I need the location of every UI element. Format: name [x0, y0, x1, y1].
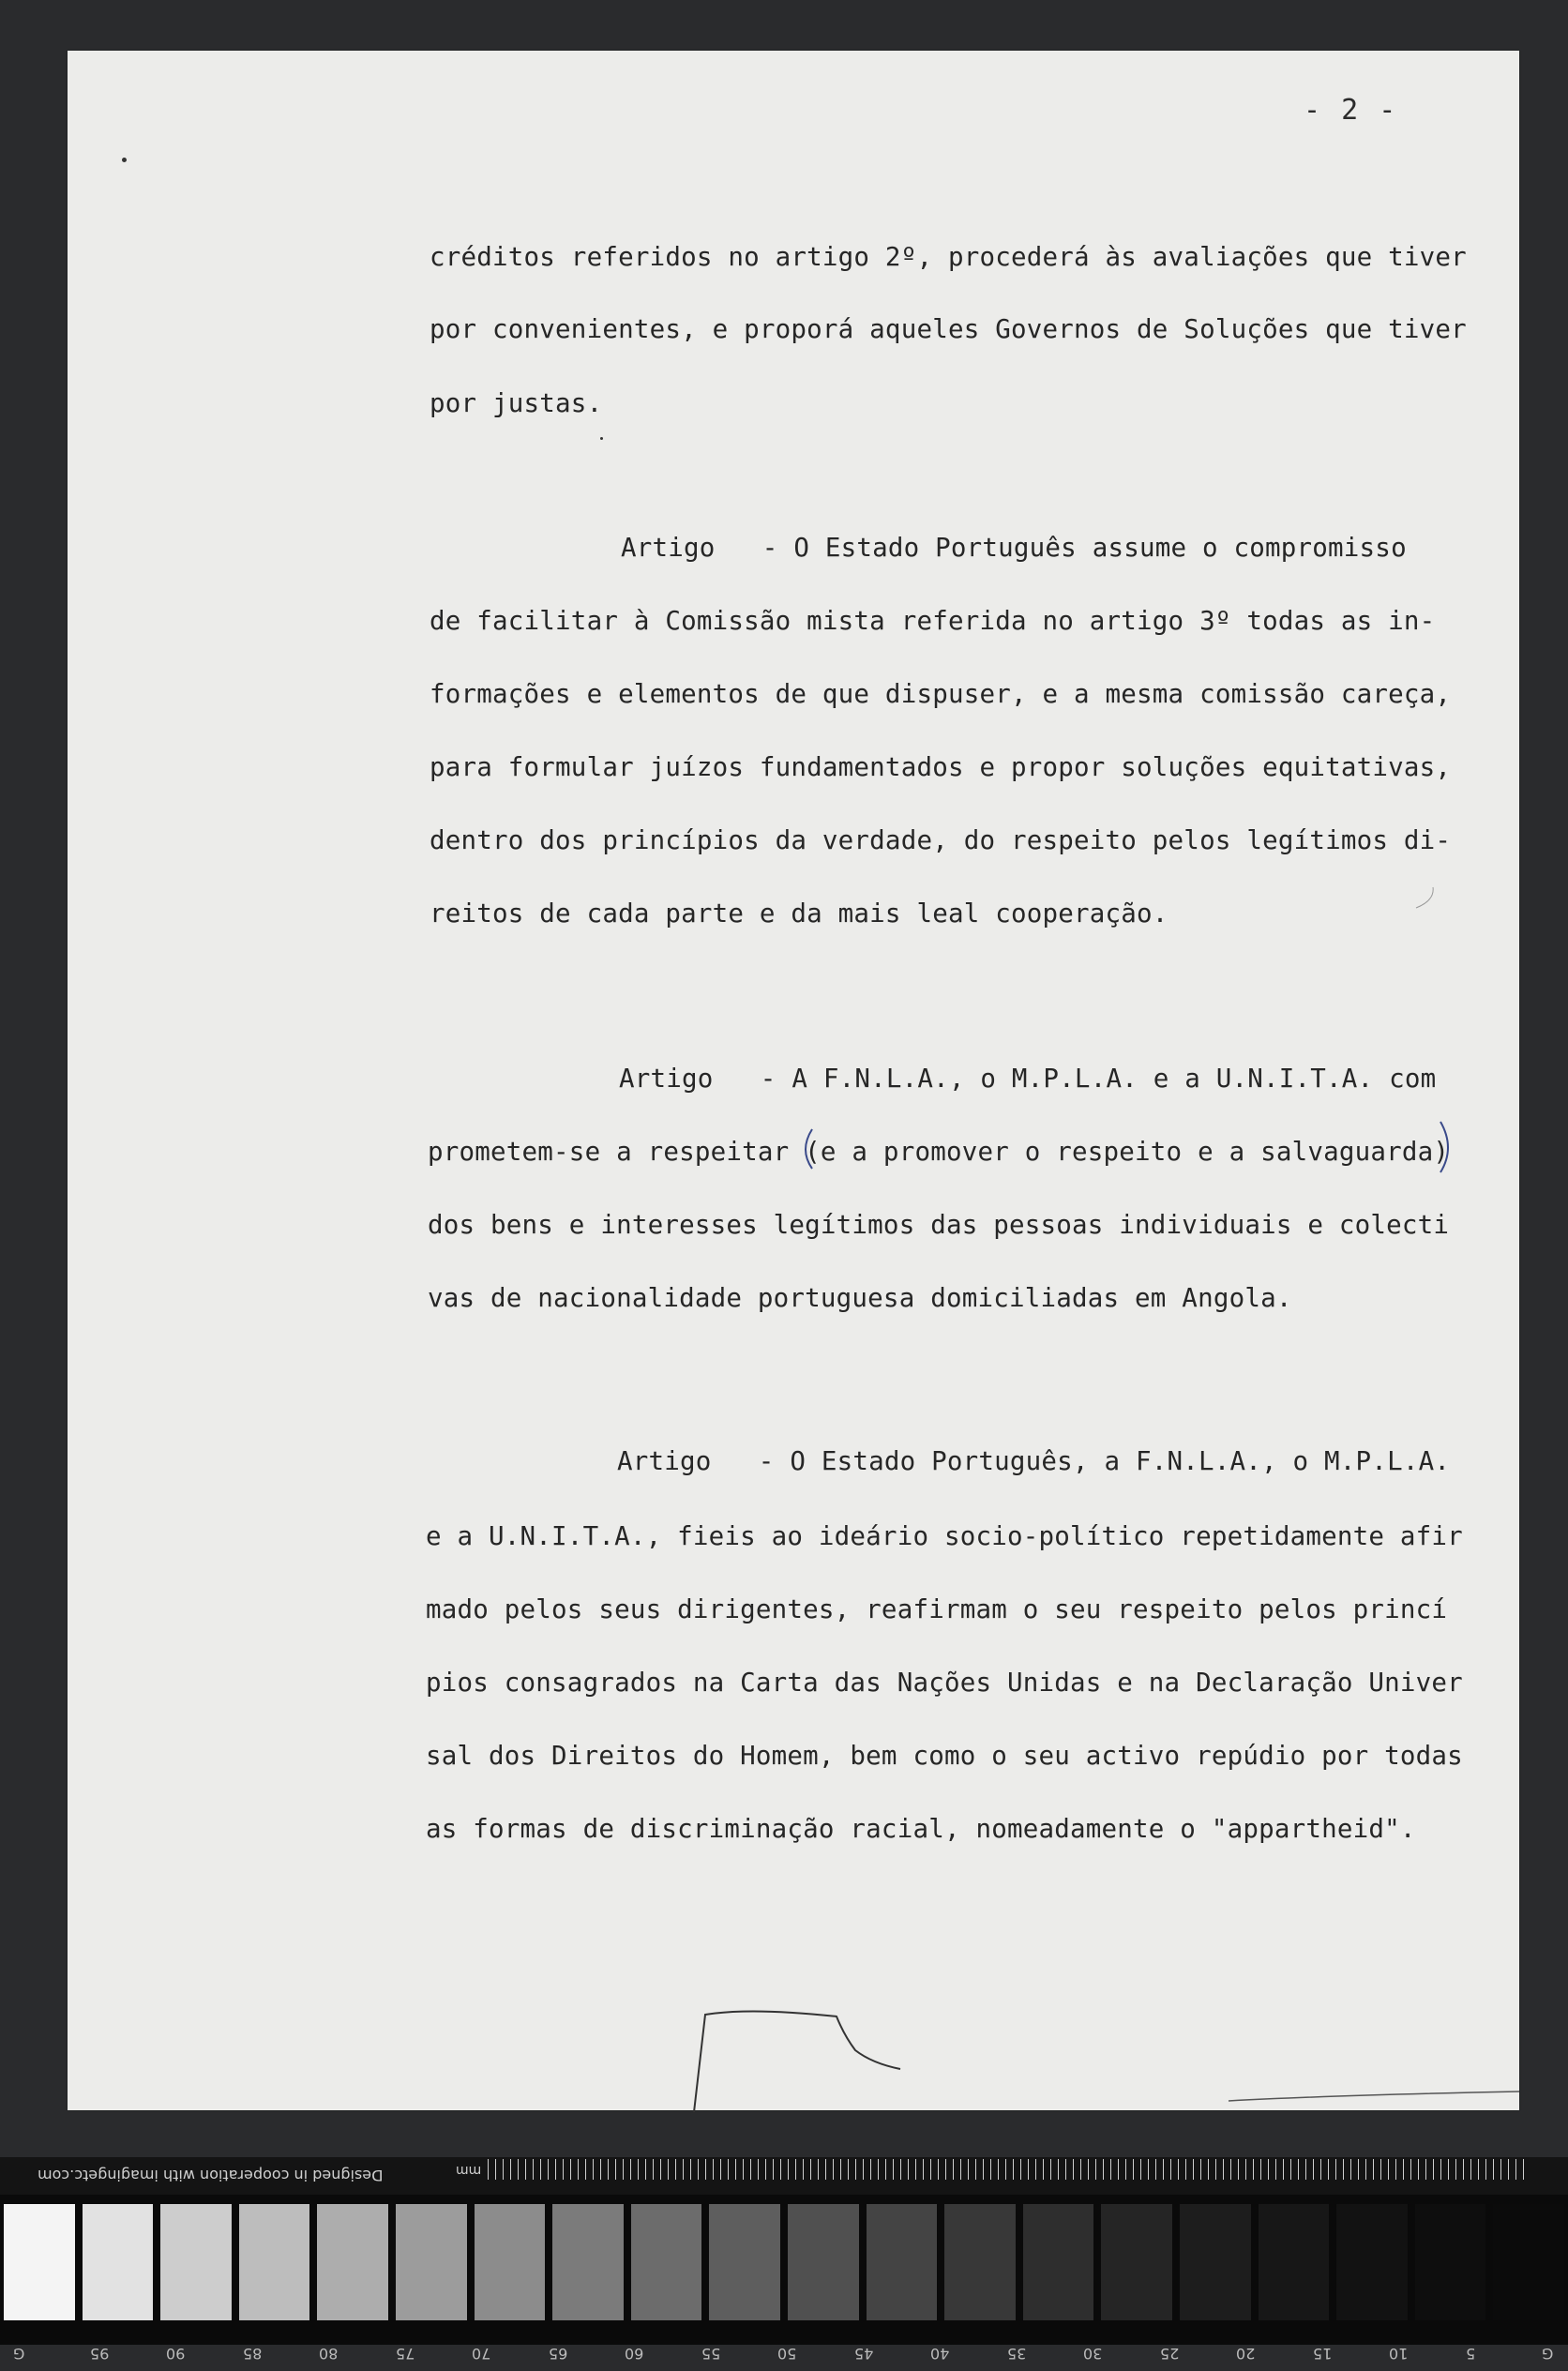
- gray-patch: [475, 2204, 546, 2320]
- text-line: prometem-se a respeitar (e a promover o respeito e a salvaguarda): [428, 1137, 1450, 1167]
- article-heading-line: Artigo - A F.N.L.A., o M.P.L.A. e a U.N.I.T.A. com: [619, 1064, 1437, 1094]
- gray-patch: [1101, 2204, 1172, 2320]
- patch-label: 80: [319, 2345, 339, 2363]
- text-line: dos bens e interesses legítimos das pessoas individuais e colecti: [428, 1210, 1450, 1240]
- gray-patch: [1336, 2204, 1408, 2320]
- gray-patch: [83, 2204, 154, 2320]
- patch-label: 50: [777, 2345, 797, 2363]
- text-line: vas de nacionalidade portuguesa domiciliadas em Angola.: [428, 1283, 1292, 1313]
- gray-patch: [552, 2204, 624, 2320]
- patch-label: G: [13, 2345, 25, 2363]
- gray-patch: [631, 2204, 702, 2320]
- patch-label: 35: [1006, 2345, 1026, 2363]
- gray-patch: [160, 2204, 232, 2320]
- gray-patch: [1259, 2204, 1330, 2320]
- gray-patch: [317, 2204, 388, 2320]
- article-heading-line: Artigo - O Estado Português assume o compromisso: [621, 533, 1407, 563]
- ruler-unit: mm: [456, 2163, 482, 2178]
- text-line: por justas.: [430, 388, 603, 418]
- grayscale-patches: [0, 2195, 1568, 2345]
- ruler-ticks: [488, 2159, 1529, 2180]
- text-line: formações e elementos de que dispuser, e a mesma comissão careça,: [430, 679, 1452, 709]
- patch-label: 30: [1083, 2345, 1103, 2363]
- text-line: reitos de cada parte e da mais leal cooperação.: [430, 899, 1168, 929]
- gray-patch: [1180, 2204, 1251, 2320]
- gray-patch: [944, 2204, 1016, 2320]
- gray-patch: [1415, 2204, 1486, 2320]
- patch-label: 65: [548, 2345, 567, 2363]
- text-line: mado pelos seus dirigentes, reafirmam o seu respeito pelos princí: [426, 1594, 1448, 1624]
- gray-patch: [4, 2204, 75, 2320]
- patch-label: 15: [1312, 2345, 1332, 2363]
- patch-label: 95: [89, 2345, 109, 2363]
- patch-label: 70: [472, 2345, 491, 2363]
- ruler-credit: Designed in cooperation with imagingetc.com: [38, 2167, 384, 2184]
- patch-label: 75: [395, 2345, 415, 2363]
- patch-label: 20: [1236, 2345, 1256, 2363]
- patch-label: 10: [1389, 2345, 1409, 2363]
- text-line: de facilitar à Comissão mista referida no artigo 3º todas as in-: [430, 606, 1436, 636]
- gray-patch: [709, 2204, 780, 2320]
- patch-label: 45: [853, 2345, 873, 2363]
- text-line: as formas de discriminação racial, nomeadamente o "appartheid".: [426, 1814, 1416, 1844]
- patch-label: G: [1542, 2345, 1554, 2363]
- gray-patch: [1023, 2204, 1094, 2320]
- gray-patch: [788, 2204, 859, 2320]
- patch-label: 90: [166, 2345, 186, 2363]
- patch-label: 40: [930, 2345, 950, 2363]
- text-line: para formular juízos fundamentados e propor soluções equitativas,: [430, 752, 1452, 782]
- patch-label: 55: [701, 2345, 720, 2363]
- gray-patch: [867, 2204, 938, 2320]
- gray-patch: [239, 2204, 310, 2320]
- article-heading-line: Artigo - O Estado Português, a F.N.L.A., o M.P.L.A.: [617, 1446, 1451, 1476]
- patch-label: 25: [1159, 2345, 1179, 2363]
- patch-label: 60: [625, 2345, 644, 2363]
- page-number: - 2 -: [1304, 94, 1398, 127]
- gray-patch: [396, 2204, 467, 2320]
- speck: [122, 158, 127, 162]
- text-line: e a U.N.I.T.A., fieis ao ideário socio-político repetidamente afir: [426, 1521, 1463, 1551]
- text-line: por convenientes, e proporá aqueles Governos de Soluções que tiver: [430, 314, 1467, 344]
- patch-label: 5: [1465, 2345, 1475, 2363]
- text-line: pios consagrados na Carta das Nações Unidas e na Declaração Univer: [426, 1668, 1463, 1698]
- gray-patch: [1493, 2204, 1564, 2320]
- text-line: sal dos Direitos do Homem, bem como o seu activo repúdio por todas: [426, 1741, 1463, 1771]
- patch-label: 85: [242, 2345, 262, 2363]
- speck: [600, 437, 603, 440]
- text-line: créditos referidos no artigo 2º, procederá às avaliações que tiver: [430, 242, 1467, 272]
- text-line: dentro dos princípios da verdade, do respeito pelos legítimos di-: [430, 825, 1452, 855]
